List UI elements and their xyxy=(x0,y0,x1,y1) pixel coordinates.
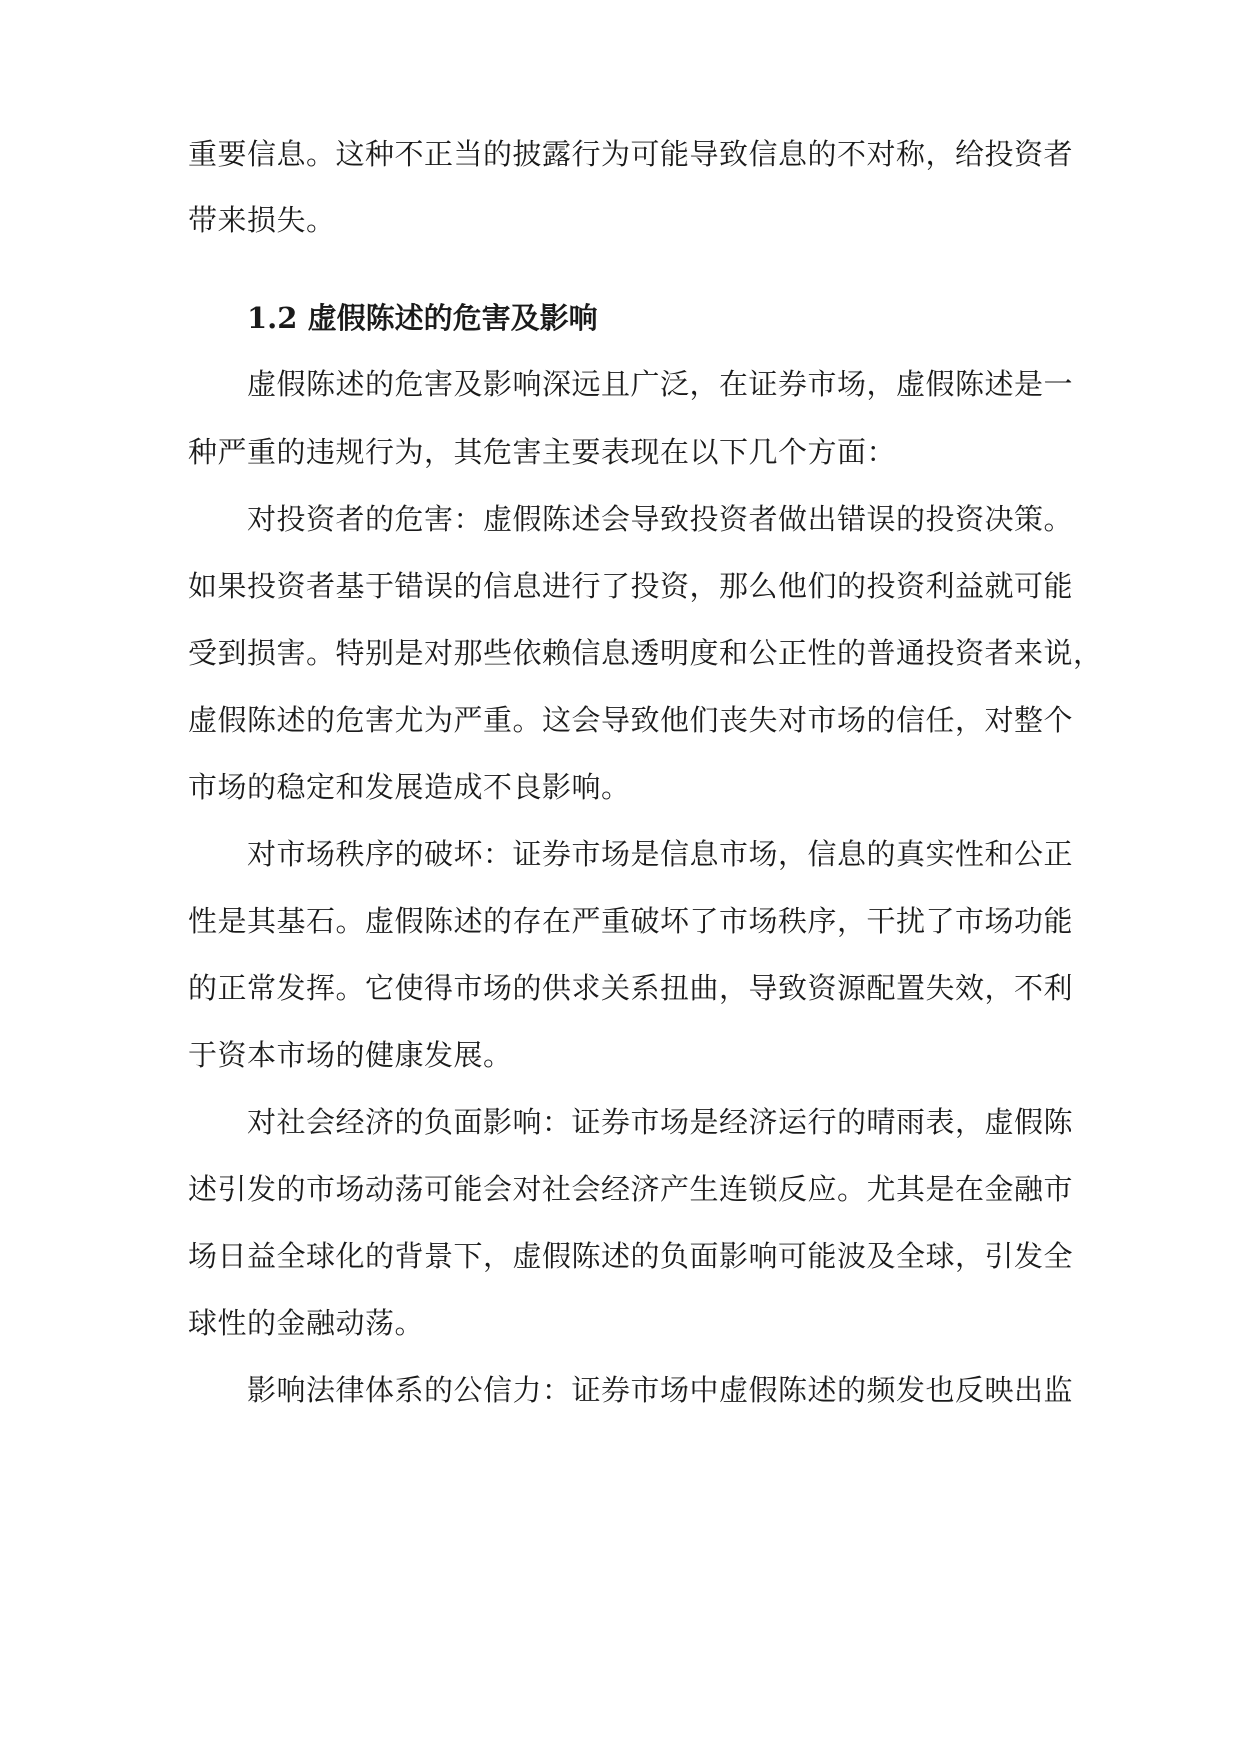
paragraph-overview-line-2: 种严重的违规行为，其危害主要表现在以下几个方面： xyxy=(188,435,897,469)
paragraph-market-line-3: 的正常发挥。它使得市场的供求关系扭曲，导致资源配置失效，不利 xyxy=(188,971,1074,1005)
paragraph-investors-line-5: 市场的稳定和发展造成不良影响。 xyxy=(188,770,631,804)
paragraph-economy-line-4: 球性的金融动荡。 xyxy=(188,1306,425,1340)
paragraph-overview-line-1: 虚假陈述的危害及影响深远且广泛，在证券市场，虚假陈述是一 xyxy=(247,367,1074,401)
paragraph-economy-line-3: 场日益全球化的背景下，虚假陈述的负面影响可能波及全球，引发全 xyxy=(188,1239,1074,1273)
paragraph-investors-line-1: 对投资者的危害：虚假陈述会导致投资者做出错误的投资决策。 xyxy=(247,502,1074,536)
paragraph-economy-line-2: 述引发的市场动荡可能会对社会经济产生连锁反应。尤其是在金融市 xyxy=(188,1172,1074,1206)
paragraph-market-line-2: 性是其基石。虚假陈述的存在严重破坏了市场秩序，干扰了市场功能 xyxy=(188,904,1074,938)
paragraph-investors-line-4: 虚假陈述的危害尤为严重。这会导致他们丧失对市场的信任，对整个 xyxy=(188,703,1074,737)
section-number: 1.2 xyxy=(247,301,298,335)
section-heading xyxy=(247,298,598,338)
paragraph-intro-line-1: 重要信息。这种不正当的披露行为可能导致信息的不对称，给投资者 xyxy=(188,137,1074,171)
paragraph-investors-line-2: 如果投资者基于错误的信息进行了投资，那么他们的投资利益就可能 xyxy=(188,569,1074,603)
section-title: 虚假陈述的危害及影响 xyxy=(307,301,598,335)
paragraph-market-line-1: 对市场秩序的破坏：证券市场是信息市场，信息的真实性和公正 xyxy=(247,837,1074,871)
paragraph-market-line-4: 于资本市场的健康发展。 xyxy=(188,1038,513,1072)
paragraph-legal-line-1: 影响法律体系的公信力：证券市场中虚假陈述的频发也反映出监 xyxy=(247,1373,1074,1407)
paragraph-intro-line-2: 带来损失。 xyxy=(188,203,336,237)
paragraph-economy-line-1: 对社会经济的负面影响：证券市场是经济运行的晴雨表，虚假陈 xyxy=(247,1105,1074,1139)
paragraph-investors-line-3: 受到损害。特别是对那些依赖信息透明度和公正性的普通投资者来说， xyxy=(188,636,1103,670)
